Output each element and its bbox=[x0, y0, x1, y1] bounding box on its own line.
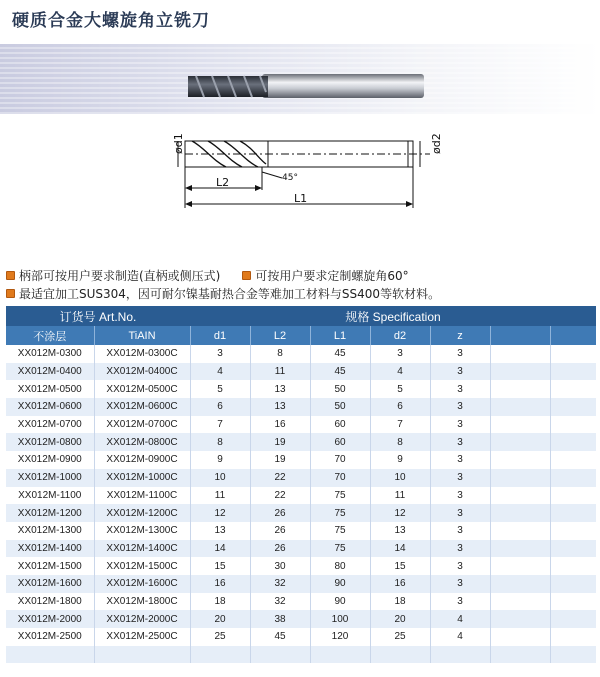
cell-z: 3 bbox=[430, 575, 490, 593]
cell-tialn: XX012M-0300C bbox=[94, 345, 190, 363]
cell-tialn: XX012M-1500C bbox=[94, 557, 190, 575]
cell-uncoated: XX012M-0900 bbox=[6, 451, 94, 469]
cell-tialn: XX012M-0700C bbox=[94, 416, 190, 434]
cell-z: 4 bbox=[430, 610, 490, 628]
cell-z: 3 bbox=[430, 540, 490, 558]
cell-empty bbox=[550, 540, 596, 558]
cell-l1: 50 bbox=[310, 398, 370, 416]
cell-uncoated: XX012M-1600 bbox=[6, 575, 94, 593]
col-l1: L1 bbox=[310, 326, 370, 345]
cell-d1: 6 bbox=[190, 398, 250, 416]
table-row bbox=[6, 540, 596, 558]
table-body bbox=[6, 345, 596, 663]
cell-d1: 25 bbox=[190, 628, 250, 646]
table-row bbox=[6, 469, 596, 487]
note-material-text: 最适宜加工SUS304，因可耐尔镍基耐热合金等难加工材料与SS400等软材料。 bbox=[19, 286, 441, 301]
order-number-header: 订货号 Art.No. bbox=[6, 306, 190, 326]
cell-empty bbox=[490, 416, 550, 434]
cell-d1: 16 bbox=[190, 575, 250, 593]
cell-empty bbox=[190, 646, 250, 663]
cell-uncoated: XX012M-1500 bbox=[6, 557, 94, 575]
cell-l1: 100 bbox=[310, 610, 370, 628]
cell-empty bbox=[490, 575, 550, 593]
cell-z: 3 bbox=[430, 522, 490, 540]
cell-d1: 13 bbox=[190, 522, 250, 540]
col-z: z bbox=[430, 326, 490, 345]
cell-empty bbox=[550, 416, 596, 434]
cell-uncoated: XX012M-0800 bbox=[6, 433, 94, 451]
table-row bbox=[6, 522, 596, 540]
col-empty-1 bbox=[490, 326, 550, 345]
cell-l2: 30 bbox=[250, 557, 310, 575]
table-row bbox=[6, 628, 596, 646]
cell-z: 3 bbox=[430, 504, 490, 522]
cell-uncoated: XX012M-1300 bbox=[6, 522, 94, 540]
cell-l2: 32 bbox=[250, 575, 310, 593]
cell-tialn: XX012M-1800C bbox=[94, 593, 190, 611]
cell-empty bbox=[430, 646, 490, 663]
col-l2: L2 bbox=[250, 326, 310, 345]
cell-l1: 60 bbox=[310, 433, 370, 451]
cell-l1: 75 bbox=[310, 487, 370, 505]
cell-empty bbox=[550, 345, 596, 363]
cell-empty bbox=[6, 646, 94, 663]
cell-empty bbox=[550, 451, 596, 469]
cell-d2: 6 bbox=[370, 398, 430, 416]
cell-l2: 26 bbox=[250, 522, 310, 540]
table-row bbox=[6, 487, 596, 505]
end-mill-photo bbox=[0, 44, 600, 114]
cell-d2: 25 bbox=[370, 628, 430, 646]
cell-d2: 10 bbox=[370, 469, 430, 487]
table-row bbox=[6, 557, 596, 575]
cell-tialn: XX012M-2000C bbox=[94, 610, 190, 628]
cell-d2: 7 bbox=[370, 416, 430, 434]
cell-z: 3 bbox=[430, 557, 490, 575]
cell-l2: 19 bbox=[250, 451, 310, 469]
cell-empty bbox=[550, 398, 596, 416]
cell-z: 3 bbox=[430, 469, 490, 487]
cell-l2: 45 bbox=[250, 628, 310, 646]
cell-uncoated: XX012M-0600 bbox=[6, 398, 94, 416]
cell-uncoated: XX012M-1400 bbox=[6, 540, 94, 558]
cell-empty bbox=[490, 610, 550, 628]
cell-d1: 12 bbox=[190, 504, 250, 522]
cell-tialn: XX012M-0800C bbox=[94, 433, 190, 451]
cell-empty bbox=[250, 646, 310, 663]
cell-z: 3 bbox=[430, 451, 490, 469]
cell-d2: 4 bbox=[370, 363, 430, 381]
table-row bbox=[6, 380, 596, 398]
cell-l2: 22 bbox=[250, 469, 310, 487]
d1-label: ød1 bbox=[172, 133, 185, 154]
feature-notes bbox=[6, 266, 596, 302]
cell-empty bbox=[550, 557, 596, 575]
cell-empty bbox=[490, 557, 550, 575]
cell-d1: 3 bbox=[190, 345, 250, 363]
cell-empty bbox=[490, 540, 550, 558]
cell-uncoated: XX012M-2000 bbox=[6, 610, 94, 628]
cell-uncoated: XX012M-0500 bbox=[6, 380, 94, 398]
cell-z: 3 bbox=[430, 433, 490, 451]
cell-uncoated: XX012M-0300 bbox=[6, 345, 94, 363]
cell-l2: 11 bbox=[250, 363, 310, 381]
cell-tialn: XX012M-1000C bbox=[94, 469, 190, 487]
cell-tialn: XX012M-0500C bbox=[94, 380, 190, 398]
cell-empty bbox=[490, 504, 550, 522]
page-title: 硬质合金大螺旋角立铣刀 bbox=[12, 11, 210, 31]
cell-d2: 16 bbox=[370, 575, 430, 593]
cell-l1: 75 bbox=[310, 522, 370, 540]
table-row bbox=[6, 504, 596, 522]
cell-tialn: XX012M-0900C bbox=[94, 451, 190, 469]
cell-tialn: XX012M-1400C bbox=[94, 540, 190, 558]
cell-l1: 120 bbox=[310, 628, 370, 646]
cell-empty bbox=[490, 646, 550, 663]
cell-empty bbox=[550, 504, 596, 522]
orange-square-bullet-icon bbox=[242, 271, 251, 280]
cell-l1: 80 bbox=[310, 557, 370, 575]
cell-l2: 38 bbox=[250, 610, 310, 628]
col-tialn: TiAIN bbox=[94, 326, 190, 345]
orange-square-bullet-icon bbox=[6, 289, 15, 298]
table-row bbox=[6, 451, 596, 469]
cell-d1: 10 bbox=[190, 469, 250, 487]
orange-square-bullet-icon bbox=[6, 271, 15, 280]
specification-table bbox=[6, 306, 596, 663]
cell-l2: 22 bbox=[250, 487, 310, 505]
cell-l1: 75 bbox=[310, 504, 370, 522]
cell-empty bbox=[550, 646, 596, 663]
cell-empty bbox=[310, 646, 370, 663]
cell-l2: 32 bbox=[250, 593, 310, 611]
cell-l2: 13 bbox=[250, 398, 310, 416]
cell-l1: 90 bbox=[310, 593, 370, 611]
col-d1: d1 bbox=[190, 326, 250, 345]
cell-empty bbox=[490, 522, 550, 540]
note-shank-text: 柄部可按用户要求制造(直柄或侧压式) bbox=[19, 268, 221, 283]
cell-l1: 50 bbox=[310, 380, 370, 398]
cell-z: 3 bbox=[430, 363, 490, 381]
cell-d1: 14 bbox=[190, 540, 250, 558]
cell-z: 3 bbox=[430, 593, 490, 611]
cell-d2: 8 bbox=[370, 433, 430, 451]
cell-l1: 70 bbox=[310, 451, 370, 469]
end-mill-drawing bbox=[0, 118, 600, 218]
cell-tialn: XX012M-0400C bbox=[94, 363, 190, 381]
cell-empty bbox=[550, 522, 596, 540]
l2-label: L2 bbox=[216, 176, 230, 189]
cell-d1: 20 bbox=[190, 610, 250, 628]
cell-l2: 13 bbox=[250, 380, 310, 398]
cell-l1: 45 bbox=[310, 345, 370, 363]
cell-l2: 19 bbox=[250, 433, 310, 451]
cell-tialn: XX012M-1300C bbox=[94, 522, 190, 540]
cell-empty bbox=[550, 593, 596, 611]
cell-uncoated: XX012M-2500 bbox=[6, 628, 94, 646]
cell-empty bbox=[550, 363, 596, 381]
cell-d1: 8 bbox=[190, 433, 250, 451]
table-row bbox=[6, 593, 596, 611]
cell-z: 3 bbox=[430, 416, 490, 434]
cell-empty bbox=[490, 628, 550, 646]
cell-tialn: XX012M-0600C bbox=[94, 398, 190, 416]
cell-tialn: XX012M-1100C bbox=[94, 487, 190, 505]
cell-empty bbox=[94, 646, 190, 663]
cell-uncoated: XX012M-1000 bbox=[6, 469, 94, 487]
cell-uncoated: XX012M-0400 bbox=[6, 363, 94, 381]
cell-d1: 5 bbox=[190, 380, 250, 398]
cell-empty bbox=[550, 469, 596, 487]
cell-z: 3 bbox=[430, 345, 490, 363]
cell-d1: 4 bbox=[190, 363, 250, 381]
cell-d2: 14 bbox=[370, 540, 430, 558]
specification-header: 规格 Specification bbox=[190, 306, 596, 326]
cell-empty bbox=[490, 593, 550, 611]
cell-empty bbox=[550, 433, 596, 451]
cell-empty bbox=[490, 380, 550, 398]
table-row bbox=[6, 433, 596, 451]
cell-d2: 12 bbox=[370, 504, 430, 522]
cell-empty bbox=[550, 628, 596, 646]
cell-tialn: XX012M-1200C bbox=[94, 504, 190, 522]
cell-empty bbox=[490, 398, 550, 416]
cell-l1: 90 bbox=[310, 575, 370, 593]
note-shank bbox=[6, 267, 220, 284]
cell-empty bbox=[490, 469, 550, 487]
cell-l2: 26 bbox=[250, 504, 310, 522]
cell-d2: 18 bbox=[370, 593, 430, 611]
cell-empty bbox=[550, 487, 596, 505]
cell-d1: 15 bbox=[190, 557, 250, 575]
helix-angle-label: 45° bbox=[282, 173, 298, 183]
cell-d2: 15 bbox=[370, 557, 430, 575]
note-helix bbox=[242, 267, 408, 284]
table-row bbox=[6, 398, 596, 416]
cell-d1: 7 bbox=[190, 416, 250, 434]
cell-uncoated: XX012M-0700 bbox=[6, 416, 94, 434]
cell-d2: 13 bbox=[370, 522, 430, 540]
cell-l1: 45 bbox=[310, 363, 370, 381]
cell-z: 3 bbox=[430, 398, 490, 416]
col-uncoated: 不涂层 bbox=[6, 326, 94, 345]
cell-uncoated: XX012M-1100 bbox=[6, 487, 94, 505]
cell-d2: 20 bbox=[370, 610, 430, 628]
note-helix-text: 可按用户要求定制螺旋角60° bbox=[255, 268, 409, 283]
cell-empty bbox=[370, 646, 430, 663]
cell-empty bbox=[550, 380, 596, 398]
cell-empty bbox=[490, 433, 550, 451]
table-row bbox=[6, 416, 596, 434]
cell-l1: 60 bbox=[310, 416, 370, 434]
cell-l1: 75 bbox=[310, 540, 370, 558]
cell-d1: 9 bbox=[190, 451, 250, 469]
l1-label: L1 bbox=[294, 192, 308, 205]
cell-z: 3 bbox=[430, 487, 490, 505]
cell-l2: 26 bbox=[250, 540, 310, 558]
cell-empty bbox=[490, 487, 550, 505]
d2-label: ød2 bbox=[430, 133, 443, 154]
cell-d1: 11 bbox=[190, 487, 250, 505]
cell-d1: 18 bbox=[190, 593, 250, 611]
table-row bbox=[6, 575, 596, 593]
cell-d2: 5 bbox=[370, 380, 430, 398]
cell-d2: 3 bbox=[370, 345, 430, 363]
col-empty-2 bbox=[550, 326, 596, 345]
cell-empty bbox=[550, 610, 596, 628]
col-d2: d2 bbox=[370, 326, 430, 345]
note-material bbox=[6, 285, 440, 302]
cell-d2: 9 bbox=[370, 451, 430, 469]
cell-tialn: XX012M-2500C bbox=[94, 628, 190, 646]
cell-z: 4 bbox=[430, 628, 490, 646]
table-row bbox=[6, 345, 596, 363]
cell-empty bbox=[490, 451, 550, 469]
table-row bbox=[6, 363, 596, 381]
cell-uncoated: XX012M-1800 bbox=[6, 593, 94, 611]
cell-d2: 11 bbox=[370, 487, 430, 505]
table-row-blank bbox=[6, 646, 596, 663]
table-row bbox=[6, 610, 596, 628]
cell-empty bbox=[490, 363, 550, 381]
cell-tialn: XX012M-1600C bbox=[94, 575, 190, 593]
cell-empty bbox=[490, 345, 550, 363]
cell-l2: 16 bbox=[250, 416, 310, 434]
cell-z: 3 bbox=[430, 380, 490, 398]
cell-uncoated: XX012M-1200 bbox=[6, 504, 94, 522]
cell-l1: 70 bbox=[310, 469, 370, 487]
cell-empty bbox=[550, 575, 596, 593]
cell-l2: 8 bbox=[250, 345, 310, 363]
